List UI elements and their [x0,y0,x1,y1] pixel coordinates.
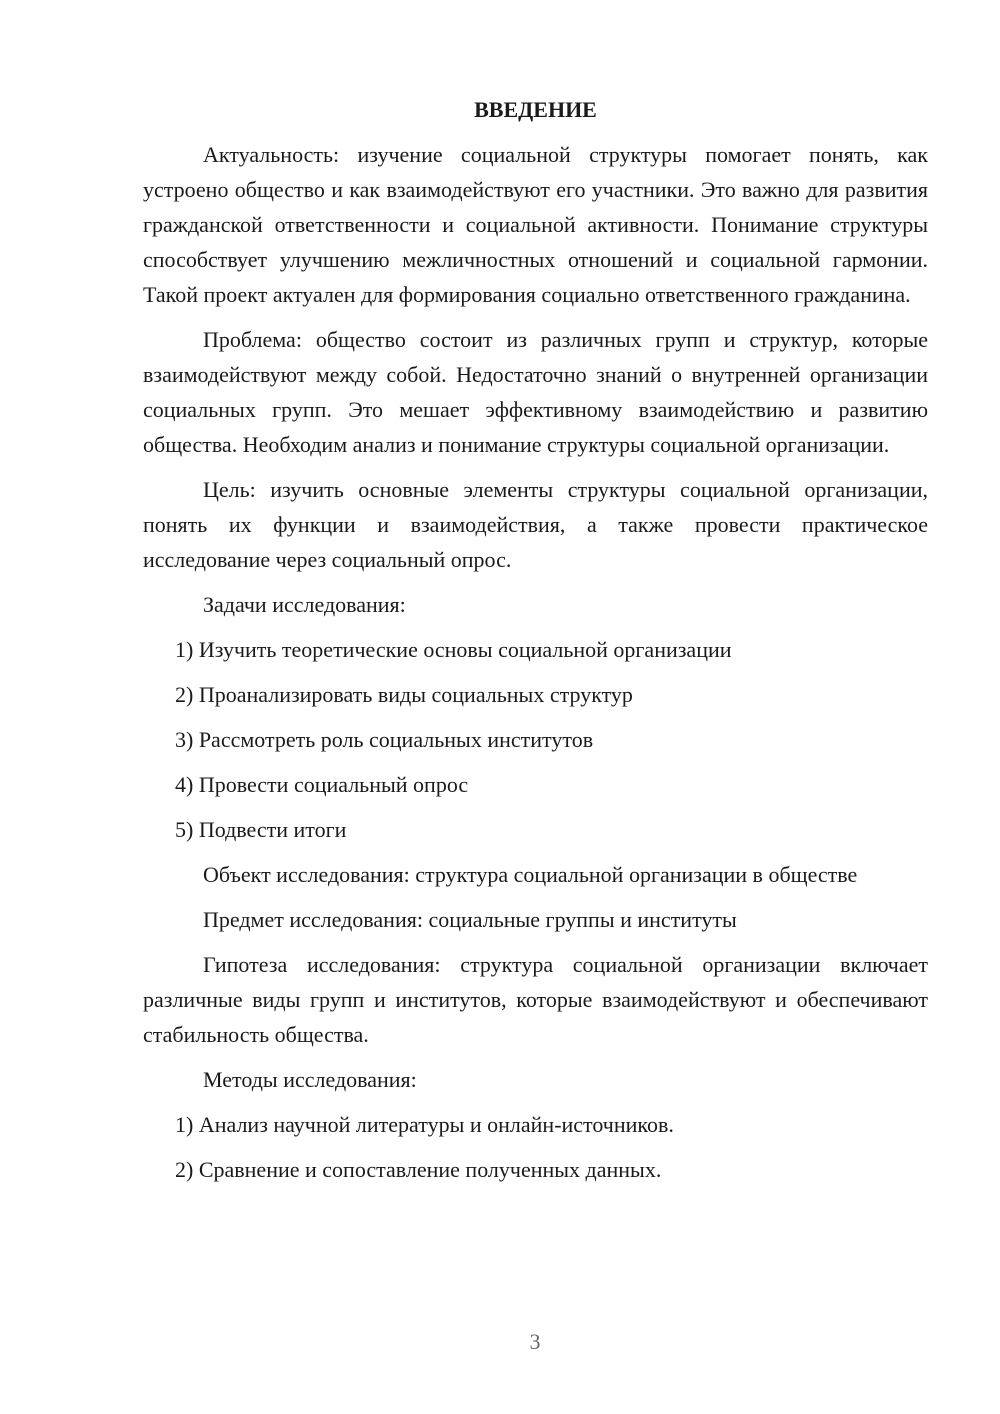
object-paragraph: Объект исследования: структура социальной организации в обществе [203,862,858,887]
list-item: 1) Анализ научной литературы и онлайн-источников. [175,1112,674,1137]
list-item: 3) Рассмотреть роль социальных институтов [175,727,594,752]
problem-paragraph: Проблема: общество состоит из различных групп и структур, которые взаимодействуют между собой. Недостаточно знаний о внутренней организации социальных групп. Это мешает эффективному взаимодействию и развитию общества. Необходим анализ и понимание структуры социальной организации. [143,327,928,457]
list-item: 2) Сравнение и сопоставление полученных данных. [175,1157,662,1182]
methods-heading: Методы исследования: [203,1067,417,1092]
methods-list [143,1107,928,1187]
list-item: 2) Проанализировать виды социальных структур [175,682,633,707]
page-number: 3 [529,1329,541,1354]
goal-paragraph: Цель: изучить основные элементы структуры социальной организации, понять их функции и взаимодействия, а также провести практическое исследование через социальный опрос. [143,477,928,572]
relevance-paragraph: Актуальность: изучение социальной структуры помогает понять, как устроено общество и как взаимодействуют его участники. Это важно для развития гражданской ответственности и социальной активности. Понимание структуры способствует улучшению межличностных отношений и социальной гармонии. Такой проект актуален для формирования социально ответственного гражданина. [143,142,928,307]
page-content [143,95,928,1197]
tasks-heading: Задачи исследования: [203,592,406,617]
page-title: ВВЕДЕНИЕ [474,97,597,122]
list-item: 1) Изучить теоретические основы социальной организации [175,637,732,662]
list-item: 4) Провести социальный опрос [175,772,469,797]
subject-paragraph: Предмет исследования: социальные группы и институты [203,907,737,932]
tasks-list [143,632,928,847]
hypothesis-paragraph: Гипотеза исследования: структура социальной организации включает различные виды групп и институтов, которые взаимодействуют и обеспечивают стабильность общества. [143,952,928,1047]
list-item: 5) Подвести итоги [175,817,347,842]
